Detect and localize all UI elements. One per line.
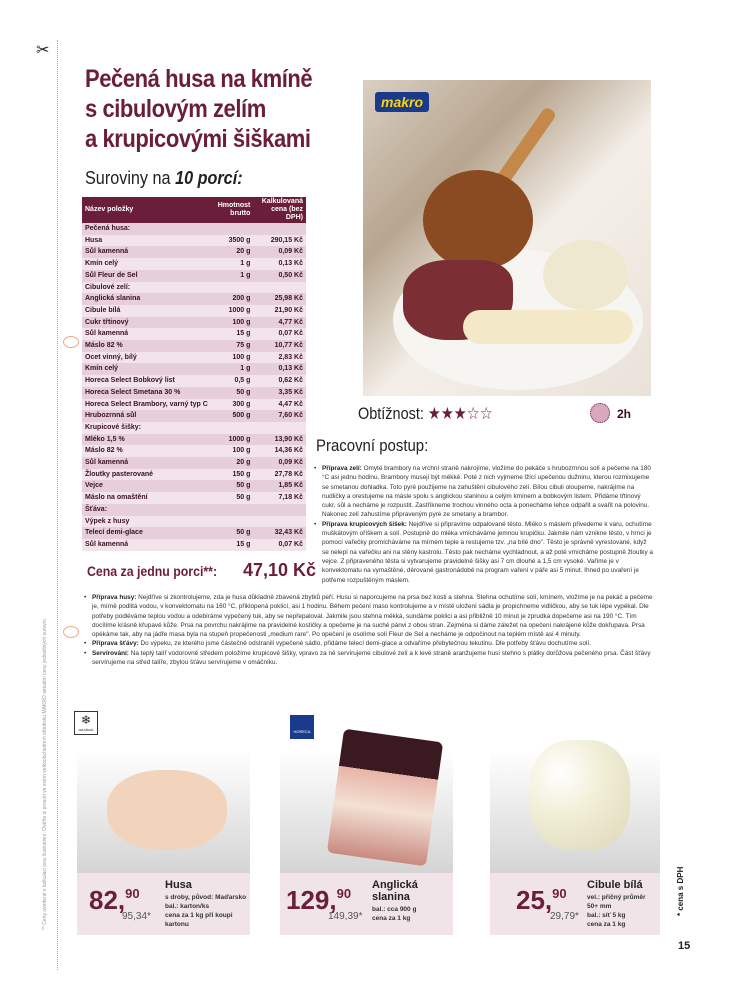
vat-note: * cena s DPH bbox=[676, 866, 685, 916]
price-main: 129, bbox=[286, 885, 337, 915]
price-band bbox=[77, 873, 250, 935]
item-weight: 300 g bbox=[211, 399, 254, 411]
step-title: Příprava šťávy: bbox=[92, 640, 139, 648]
table-row bbox=[82, 317, 306, 329]
item-price: 27,78 Kč bbox=[253, 469, 306, 481]
item-weight: 75 g bbox=[211, 340, 254, 352]
item-weight: 1000 g bbox=[211, 434, 254, 446]
punch-hole-mark bbox=[63, 626, 79, 638]
table-row bbox=[82, 375, 306, 387]
title-line: a krupicovými šiškami bbox=[85, 125, 311, 153]
price-band bbox=[280, 873, 453, 935]
item-name: Kmín celý bbox=[82, 258, 211, 270]
item-name: Horeca Select Smetana 30 % bbox=[82, 387, 211, 399]
clock-icon bbox=[590, 403, 610, 423]
item-name: Horeca Select Bobkový list bbox=[82, 375, 211, 387]
portion-price-value: 47,10 Kč bbox=[243, 560, 317, 580]
item-weight: 500 g bbox=[211, 410, 254, 422]
step-title: Příprava zelí: bbox=[322, 465, 362, 472]
item-price: 0,13 Kč bbox=[253, 363, 306, 375]
item-price: 4,77 Kč bbox=[253, 317, 306, 329]
price-cents: 90 bbox=[336, 886, 352, 901]
item-weight bbox=[211, 504, 254, 516]
col-name: Název položky bbox=[82, 197, 211, 223]
price-cents: 90 bbox=[552, 886, 567, 901]
item-price: 7,18 Kč bbox=[253, 492, 306, 504]
table-row bbox=[82, 328, 306, 340]
item-weight: 1 g bbox=[211, 258, 254, 270]
desc-line: vel.: příčný průměr 50+ mm bbox=[587, 894, 646, 910]
item-weight: 100 g bbox=[211, 445, 254, 457]
item-price: 0,62 Kč bbox=[253, 375, 306, 387]
difficulty-label: Obtížnost: bbox=[358, 404, 424, 423]
step-text: Nejdříve si připravíme odpalované těsto. Mléko s máslem přivedeme k varu, ochutíme muškátovým oříškem a solí. Postupně do mléka vmícháváme jemnou krupičku. Jakmile nám vznikne těsto, v hrnci je pomocí vařečky promícháváme na mírném teple a restujeme tzv. „na bílé dno". Těsto je správně vyrestované, když se nelepí na vařečku ani na stěny kastrolu. Těsto pak necháme vychladnout, a až poté vmícháme postupně žloutky a vejce. Z připraveného těsta si vytvarujeme pravidelné šišky asi 7 cm dlouhé a 1,5 cm vysoké. Vaříme je v konvektomatu na vymaštěné, děrované gastronádobě na program vaření v páře asi 5 minut. Ihned po uvaření je potřeme rozpuštěným máslem. bbox=[322, 520, 653, 584]
table-row bbox=[82, 516, 306, 528]
table-row bbox=[82, 352, 306, 364]
item-price: 0,13 Kč bbox=[253, 258, 306, 270]
item-price: 2,83 Kč bbox=[253, 352, 306, 364]
step bbox=[83, 649, 658, 668]
item-price bbox=[253, 282, 306, 294]
steps-right bbox=[313, 464, 655, 585]
item-name: Sůl kamenná bbox=[82, 246, 211, 258]
table-row bbox=[82, 235, 306, 247]
table-row bbox=[82, 340, 306, 352]
dish-photo bbox=[363, 80, 651, 396]
portion-price-label: Cena za jednu porci**: bbox=[87, 563, 218, 579]
horeca-label: HORECA bbox=[293, 729, 311, 734]
servings bbox=[85, 168, 243, 189]
desc-line: bal.: cca 900 g bbox=[372, 906, 417, 913]
item-price bbox=[253, 516, 306, 528]
table-row bbox=[82, 258, 306, 270]
horeca-select-badge bbox=[290, 715, 314, 739]
item-name: Máslo 82 % bbox=[82, 445, 211, 457]
product-image bbox=[280, 720, 453, 873]
product-name: Anglická slanina bbox=[372, 879, 418, 903]
table-row bbox=[82, 480, 306, 492]
step-title: Příprava krupicových šišek: bbox=[322, 520, 407, 528]
item-price: 3,35 Kč bbox=[253, 387, 306, 399]
table-row bbox=[82, 469, 306, 481]
product-name: Cibule bílá bbox=[587, 879, 643, 891]
item-price bbox=[253, 504, 306, 516]
item-weight: 15 g bbox=[211, 328, 254, 340]
star-rating: ★★★☆☆ bbox=[427, 404, 493, 423]
step-text: Nejdříve si zkontrolujeme, zda je husa důkladně zbavená zbytků peří. Husu si naporcujeme na prsa bez kosti a stehna. Stehna ochutíme solí, kmínem, vložíme je na pekáč a pečeme je, mírně podlitá vodou, v konvektomatu na 160 °C, přiklopená poklicí, asi 1 hodinu. Během pečení maso kontrolujeme a v místě uložení sádla je propichneme vidličkou, aby se tuk lépe vypékal. Dle potřeby podléváme teplou vodou a odebíráme vypečený tuk, aby se nepřepaloval. Jakmile jsou stehna měkká, sundáme poklici a asi přibližně 10 minut je zprudka dopečeme asi na 190 °C. Tím docílíme krásně křupavé kůže. Prsa na povrchu nakrájíme na pravidelné kostičky a opečeme je na suché pánvi z obou stran. Zejména si dáme záležet na opečení nakrájené kůže dokřupava. Prsa opékáme tak, aby na jádře masa byla na stupeň propečenosti „medium rare". Po opečení je osolíme solí Fleur de Sel a necháme je odpočinout na teplém místě asi 4 minuty. bbox=[92, 594, 653, 639]
item-name: Ocet vinný, bílý bbox=[82, 352, 211, 364]
desc-line: cena za 1 kg bbox=[372, 915, 411, 922]
item-price: 0,07 Kč bbox=[253, 328, 306, 340]
product-desc bbox=[587, 893, 657, 929]
item-name: Husa bbox=[82, 235, 211, 247]
product-image bbox=[490, 720, 660, 873]
cut-line bbox=[57, 40, 58, 970]
price-cents: 90 bbox=[125, 886, 140, 901]
item-weight: 200 g bbox=[211, 293, 254, 305]
procedure-title: Pracovní postup: bbox=[316, 436, 429, 455]
step-text: Omyté brambory na vrchní straně nakrojíme, vložíme do pekáče s hrubozrnnou solí a pečeme na 180 °C asi jednu hodinu. Brambory musejí být měkké. Poté z nich vyjmeme lžící upečenou dužninu, kterou rozmixujeme se smetanou dohladka. Toto pyré použijeme na zahuštění cibulového zelí. Bílou cibuli oloupeme, nakrájíme na nudličky a orestujeme na másle spolu s anglickou slaninou a celým kmínem a bobkovým listem. Přidáme třtinový cukr, sůl a necháme je rozpustit. Zastříkneme trochou vinného octa a ponecháme lehce odpařit a svařit na polovinu. Nakonec zelí zahustíme připraveným pyré ze smetany a brambor. bbox=[322, 465, 651, 519]
table-row bbox=[82, 270, 306, 282]
step bbox=[83, 639, 658, 648]
item-weight: 20 g bbox=[211, 246, 254, 258]
title-line: Pečená husa na kmíně bbox=[85, 65, 313, 93]
item-price: 0,50 Kč bbox=[253, 270, 306, 282]
item-name: Vejce bbox=[82, 480, 211, 492]
item-price: 25,98 Kč bbox=[253, 293, 306, 305]
goose-image bbox=[107, 770, 227, 850]
table-row bbox=[82, 445, 306, 457]
item-name: Máslo 82 % bbox=[82, 340, 211, 352]
table-row bbox=[82, 305, 306, 317]
item-weight: 100 g bbox=[211, 317, 254, 329]
item-name: Sůl kamenná bbox=[82, 539, 211, 551]
item-weight: 20 g bbox=[211, 457, 254, 469]
title-line: s cibulovým zelím bbox=[85, 95, 266, 123]
difficulty bbox=[358, 404, 493, 424]
item-name: Výpek z husy bbox=[82, 516, 211, 528]
item-name: Sůl Fleur de Sel bbox=[82, 270, 211, 282]
table-row bbox=[82, 387, 306, 399]
table-row bbox=[82, 246, 306, 258]
table-row bbox=[82, 527, 306, 539]
step-title: Servírování: bbox=[92, 649, 129, 657]
desc-line: bal.: karton/ks bbox=[165, 903, 210, 910]
item-name: Cibule bílá bbox=[82, 305, 211, 317]
servings-label: Suroviny na bbox=[85, 168, 171, 188]
price-band bbox=[490, 873, 660, 935]
prep-time: 2h bbox=[617, 407, 632, 421]
table-row bbox=[82, 457, 306, 469]
item-weight bbox=[211, 422, 254, 434]
item-price: 0,09 Kč bbox=[253, 457, 306, 469]
item-weight: 150 g bbox=[211, 469, 254, 481]
product-desc bbox=[165, 893, 250, 929]
item-weight: 0,5 g bbox=[211, 375, 254, 387]
makro-logo: makro bbox=[375, 92, 429, 112]
product-image bbox=[77, 720, 250, 873]
servings-value: 10 porcí: bbox=[175, 168, 243, 188]
step bbox=[313, 464, 655, 520]
price-with-vat: 95,34* bbox=[122, 911, 151, 922]
item-name: Cukr třtinový bbox=[82, 317, 211, 329]
col-price: Kalkulovaná cena (bez DPH) bbox=[253, 197, 306, 223]
product-name: Husa bbox=[165, 879, 192, 891]
frozen-badge bbox=[74, 711, 98, 735]
col-weight: Hmotnost brutto bbox=[211, 197, 254, 223]
table-row bbox=[82, 504, 306, 516]
step-text: Do výpeku, ze kterého jsme částečně odstranili vypečené sádlo, přidáme telecí demi-glace a odvaříme přebytečnou tekutinu. Dle potřeby šťávu dochutíme solí. bbox=[138, 640, 591, 648]
product-card-slanina[interactable] bbox=[280, 720, 453, 935]
table-row bbox=[82, 410, 306, 422]
scissors-icon: ✂ bbox=[36, 42, 50, 59]
price-disclaimer: ** Ceny uvedené v kalkulaci jsou ilustrativní. Ověřte si prosím ve svém velkoobchodním středisku MAKRO aktuální ceny jednotlivých surovin. bbox=[42, 617, 48, 930]
item-price bbox=[253, 223, 306, 235]
item-price: 7,60 Kč bbox=[253, 410, 306, 422]
step-text: Na teplý talíř vodorovně středem položíme krupicové šišky, vpravo za ně servírujeme cibulové zelí a k levé straně aranžujeme husí stehno s plátky dorůžova pečeného prsa. Část šťávy servírujeme na střed talíře, zbylou šťávu servírujeme v omáčníku. bbox=[92, 649, 651, 667]
price-with-vat: 149,39* bbox=[328, 911, 363, 922]
table-row bbox=[82, 363, 306, 375]
item-weight: 15 g bbox=[211, 539, 254, 551]
item-price: 0,07 Kč bbox=[253, 539, 306, 551]
price-main: 25, bbox=[516, 885, 553, 915]
desc-line: cena za 1 kg při koupi kartonu bbox=[165, 912, 233, 928]
table-row bbox=[82, 422, 306, 434]
product-card-husa[interactable] bbox=[77, 720, 250, 935]
onion-image bbox=[530, 740, 630, 850]
item-price: 32,43 Kč bbox=[253, 527, 306, 539]
item-weight: 1 g bbox=[211, 270, 254, 282]
goose-leg bbox=[423, 170, 533, 270]
ingredients-table bbox=[82, 197, 306, 551]
desc-line: bal.: síť 5 kg bbox=[587, 912, 626, 919]
steps-bottom bbox=[83, 593, 658, 667]
table-row bbox=[82, 399, 306, 411]
item-name: Telecí demi-glace bbox=[82, 527, 211, 539]
punch-hole-mark bbox=[63, 336, 79, 348]
step bbox=[313, 520, 655, 585]
item-name: Sůl kamenná bbox=[82, 328, 211, 340]
item-weight: 50 g bbox=[211, 527, 254, 539]
item-name: Anglická slanina bbox=[82, 293, 211, 305]
desc-line: cena za 1 kg bbox=[587, 921, 626, 928]
item-price: 10,77 Kč bbox=[253, 340, 306, 352]
item-price: 13,90 Kč bbox=[253, 434, 306, 446]
item-name: Cibulové zelí: bbox=[82, 282, 211, 294]
table-row bbox=[82, 539, 306, 551]
table-row bbox=[82, 492, 306, 504]
dumpling bbox=[463, 310, 633, 344]
item-name: Horeca Select Brambory, varný typ C bbox=[82, 399, 211, 411]
item-price: 290,15 Kč bbox=[253, 235, 306, 247]
item-name: Žloutky pasterované bbox=[82, 469, 211, 481]
table-row bbox=[82, 223, 306, 235]
cabbage bbox=[543, 240, 628, 310]
desc-line: s droby, původ: Maďarsko bbox=[165, 894, 247, 901]
item-price: 0,09 Kč bbox=[253, 246, 306, 258]
step-title: Příprava husy: bbox=[92, 594, 137, 601]
product-card-cibule[interactable] bbox=[490, 720, 660, 935]
item-weight: 50 g bbox=[211, 492, 254, 504]
item-price: 4,47 Kč bbox=[253, 399, 306, 411]
item-name: Mléko 1,5 % bbox=[82, 434, 211, 446]
item-weight: 50 g bbox=[211, 480, 254, 492]
table-row bbox=[82, 293, 306, 305]
item-name: Sůl kamenná bbox=[82, 457, 211, 469]
recipe-title bbox=[85, 64, 312, 154]
bacon-image bbox=[327, 729, 443, 867]
item-name: Pečená husa: bbox=[82, 223, 211, 235]
product-desc bbox=[372, 905, 416, 923]
item-name: Máslo na omaštění bbox=[82, 492, 211, 504]
table-row bbox=[82, 434, 306, 446]
item-name: Hrubozrnná sůl bbox=[82, 410, 211, 422]
price-main: 82, bbox=[89, 885, 126, 915]
table-row bbox=[82, 282, 306, 294]
item-weight: 50 g bbox=[211, 387, 254, 399]
item-weight: 100 g bbox=[211, 352, 254, 364]
item-name: Kmín celý bbox=[82, 363, 211, 375]
item-weight bbox=[211, 282, 254, 294]
page-number: 15 bbox=[678, 940, 691, 952]
item-weight: 1000 g bbox=[211, 305, 254, 317]
item-price: 21,90 Kč bbox=[253, 305, 306, 317]
item-weight bbox=[211, 223, 254, 235]
item-name: Šťáva: bbox=[82, 504, 211, 516]
item-name: Krupicové šišky: bbox=[82, 422, 211, 434]
item-weight: 3500 g bbox=[211, 235, 254, 247]
step bbox=[83, 593, 658, 639]
price-with-vat: 29,79* bbox=[550, 911, 579, 922]
snowflake-icon: ❄ bbox=[80, 713, 92, 727]
item-price: 1,85 Kč bbox=[253, 480, 306, 492]
item-weight: 1 g bbox=[211, 363, 254, 375]
item-price: 14,36 Kč bbox=[253, 445, 306, 457]
item-price bbox=[253, 422, 306, 434]
item-weight bbox=[211, 516, 254, 528]
frozen-label: MRAŽENÉ bbox=[78, 728, 94, 732]
